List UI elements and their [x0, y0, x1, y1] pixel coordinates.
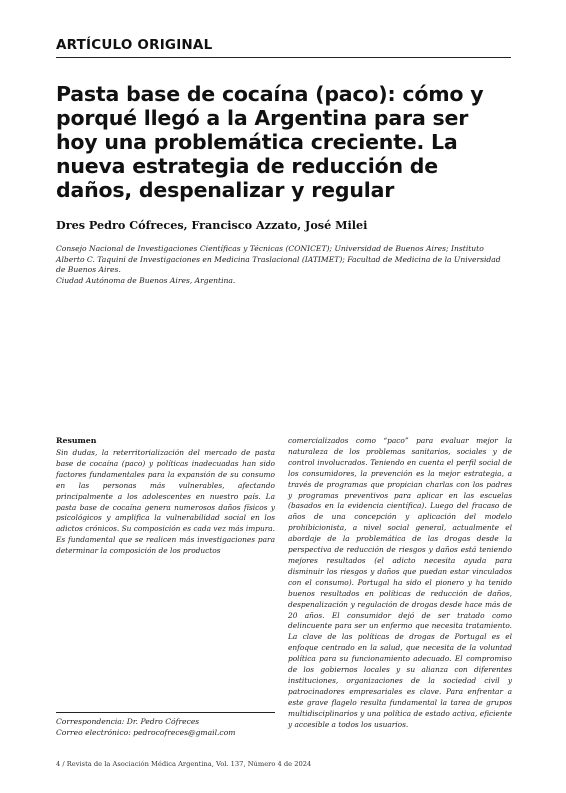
header-divider [56, 57, 511, 58]
article-title: Pasta base de cocaína (paco): cómo y porqué llegó a la Argentina para ser hoy una problemática creciente. La nueva estrategia de reducción de daños, despenalizar y regular [56, 82, 484, 202]
abstract-column-right [288, 436, 512, 730]
section-label: ARTÍCULO ORIGINAL [56, 37, 213, 53]
page-footer: 4 / Revista de la Asociación Médica Argentina, Vol. 137, Número 4 de 2024 [56, 760, 312, 768]
correspondence-label: Correspondencia: [56, 717, 125, 726]
abstract-heading: Resumen [56, 436, 97, 445]
correspondence-divider [56, 712, 275, 713]
author-list: Dres Pedro Cófreces, Francisco Azzato, José Milei [56, 218, 368, 232]
abstract-text-left: Sin dudas, la reterritorialización del mercado de pasta base de cocaína (paco) y políticas inadecuadas han sido factores fundamentales para la expansión de su consumo en las personas más vulnerables, afectando principalmente a los adolescentes en nuestro país. La pasta base de cocaína genera numerosos daños físicos y psicológicos y amplifica la vulnerabilidad social en los adictos crónicos. Su composición es cada vez más impura. Es fundamental que se realicen más investigaciones para determinar la composición de los productos [56, 448, 275, 556]
abstract-column-left [56, 436, 275, 557]
correspondence-email: Correo electrónico: pedrocofreces@gmail.com [56, 728, 236, 737]
abstract-text-right: comercializados como “paco” para evaluar mejor la naturaleza de los problemas sanitarios, sociales y de control involucrados. Teniendo en cuenta el perfil social de los consumidores, la prevención es la mejor estrategia, a través de programas que propician charlas con los padres y programas preventivos para aplicar en las escuelas (basados en la evidencia científica). Luego del fracaso de años de una concepción y aplicación del modelo prohibicionista, a nivel social general, actualmente el abordaje de la problemática de las drogas desde la perspectiva de reducción de riesgos y daños está teniendo mejores resultados (el adicto necesita ayuda para disminuir los riesgos y daños que puedan estar vinculados con el consumo). Portugal ha sido el pionero y ha tenido buenos resultados en políticas de reducción de daños, despenalización y regulación de drogas desde hace más de 20 años. El consumidor dejó de ser tratado como delincuente para ser un enfermo que necesita tratamiento. La clave de las políticas de drogas de Portugal es el enfoque centrado en la salud, que necesita de la voluntad política para su funcionamiento adecuado. El compromiso de los gobiernos locales y su alianza con diferentes instituciones, organizaciones de la sociedad civil y patrocinadores empresariales es clave. Para enfrentar a este grave flagelo resulta fundamental la tarea de grupos multidisciplinarios y una política de estado activa, eficiente y accesible a todos los usuarios. [288, 436, 512, 729]
affiliation-line: Ciudad Autónoma de Buenos Aires, Argentina. [56, 275, 236, 285]
affiliations [56, 244, 511, 286]
correspondence-name: Dr. Pedro Cófreces [126, 717, 200, 726]
affiliation-line: Consejo Nacional de Investigaciones Científicas y Técnicas (CONICET); Universidad de Buenos Aires; Instituto Alberto C. Taquini de Investigaciones en Medicina Traslacional (IATIMET); Facultad de Medicina de la Universidad de Buenos Aires. [56, 244, 501, 275]
correspondence-block [56, 716, 281, 738]
